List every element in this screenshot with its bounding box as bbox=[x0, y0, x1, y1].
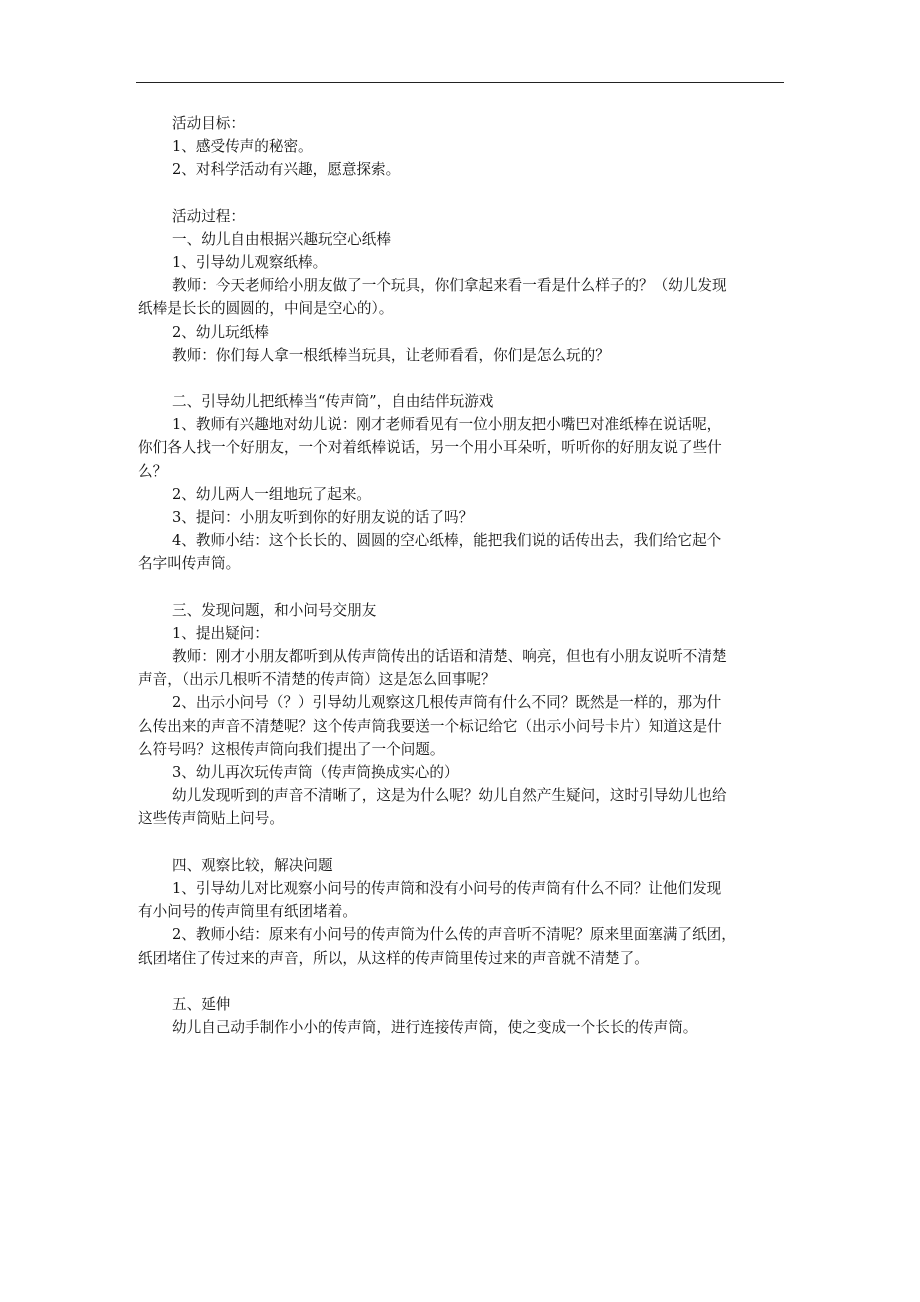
process-heading: 活动过程： bbox=[172, 207, 245, 225]
section-3-p2-line-2: 声音，（出示几根听不清楚的传声筒）这是怎么回事呢？ bbox=[138, 671, 496, 689]
section-1-teacher-line-2: 纸棒是长长的圆圆的，中间是空心的）。 bbox=[138, 300, 394, 318]
spacer bbox=[138, 576, 786, 599]
section-1-title: 一、幼儿自由根据兴趣玩空心纸棒 bbox=[172, 230, 391, 248]
section-3-p3-line-3: 么符号吗？这根传声筒向我们提出了一个问题。 bbox=[138, 740, 445, 758]
section-2-p4-line-2: 名字叫传声筒。 bbox=[138, 555, 241, 573]
spacer bbox=[138, 831, 786, 854]
document-body bbox=[138, 112, 786, 1039]
section-2-title: 二、引导幼儿把纸棒当“传声筒”，自由结伴玩游戏 bbox=[172, 393, 494, 411]
section-5-p1: 幼儿自己动手制作小小的传声筒，进行连接传声筒，使之变成一个长长的传声筒。 bbox=[172, 1018, 698, 1036]
section-4-p2-line-2: 纸团堵住了传过来的声音，所以，从这样的传声筒里传过来的声音就不清楚了。 bbox=[138, 949, 649, 967]
section-2-p4-line-1: 4、教师小结：这个长长的、圆圆的空心纸棒，能把我们说的话传出去，我们给它起个 bbox=[172, 532, 722, 550]
section-3-p3-line-2: 么传出来的声音不清楚呢？这个传声筒我要送一个标记给它（出示小问号卡片）知道这是什 bbox=[138, 717, 722, 735]
section-3-title: 三、发现问题，和小问号交朋友 bbox=[172, 601, 377, 619]
section-1-teacher-line-1: 教师：今天老师给小朋友做了一个玩具，你们拿起来看一看是什么样子的？（幼儿发现 bbox=[172, 277, 727, 295]
spacer bbox=[138, 367, 786, 390]
section-4-title: 四、观察比较，解决问题 bbox=[172, 856, 333, 874]
goal-heading: 活动目标： bbox=[172, 115, 245, 132]
section-3-p4: 3、幼儿再次玩传声筒（传声筒换成实心的） bbox=[172, 764, 459, 782]
section-2-p1-line-3: 么？ bbox=[138, 462, 168, 480]
section-5-title: 五、延伸 bbox=[172, 995, 231, 1013]
spacer bbox=[138, 182, 786, 205]
section-1-step-2: 2、幼儿玩纸棒 bbox=[172, 323, 269, 341]
section-4-p1-line-2: 有小问号的传声筒里有纸团堵着。 bbox=[138, 903, 357, 921]
goal-item-1: 1、感受传声的秘密。 bbox=[172, 138, 313, 156]
section-3-p5-line-2: 这些传声筒贴上问号。 bbox=[138, 810, 284, 828]
goal-item-2: 2、对科学活动有兴趣，愿意探索。 bbox=[172, 161, 401, 179]
section-1-teacher-2: 教师：你们每人拿一根纸棒当玩具，让老师看看，你们是怎么玩的？ bbox=[172, 346, 610, 364]
section-2-p2: 2、幼儿两人一组地玩了起来。 bbox=[172, 485, 372, 503]
header-rule bbox=[136, 82, 784, 83]
section-2-p1-line-1: 1、教师有兴趣地对幼儿说：刚才老师看见有一位小朋友把小嘴巴对准纸棒在说话呢， bbox=[172, 416, 722, 434]
section-3-p5-line-1: 幼儿发现听到的声音不清晰了，这是为什么呢？幼儿自然产生疑问，这时引导幼儿也给 bbox=[172, 787, 727, 805]
spacer bbox=[138, 970, 786, 993]
section-3-p1: 1、提出疑问： bbox=[172, 624, 269, 642]
section-3-p2-line-1: 教师：刚才小朋友都听到从传声筒传出的话语和清楚、响亮，但也有小朋友说听不清楚 bbox=[172, 648, 727, 666]
section-3-p3-line-1: 2、出示小问号（？）引导幼儿观察这几根传声筒有什么不同？既然是一样的，那为什 bbox=[172, 694, 722, 712]
section-2-p3: 3、提问：小朋友听到你的好朋友说的话了吗？ bbox=[172, 509, 474, 527]
section-2-p1-line-2: 你们各人找一个好朋友，一个对着纸棒说话，另一个用小耳朵听，听听你的好朋友说了些什 bbox=[138, 439, 722, 457]
section-4-p1-line-1: 1、引导幼儿对比观察小问号的传声筒和没有小问号的传声筒有什么不同？让他们发现 bbox=[172, 879, 722, 897]
section-4-p2-line-1: 2、教师小结：原来有小问号的传声筒为什么传的声音听不清呢？原来里面塞满了纸团， bbox=[172, 926, 736, 944]
section-1-step-1: 1、引导幼儿观察纸棒。 bbox=[172, 254, 328, 272]
